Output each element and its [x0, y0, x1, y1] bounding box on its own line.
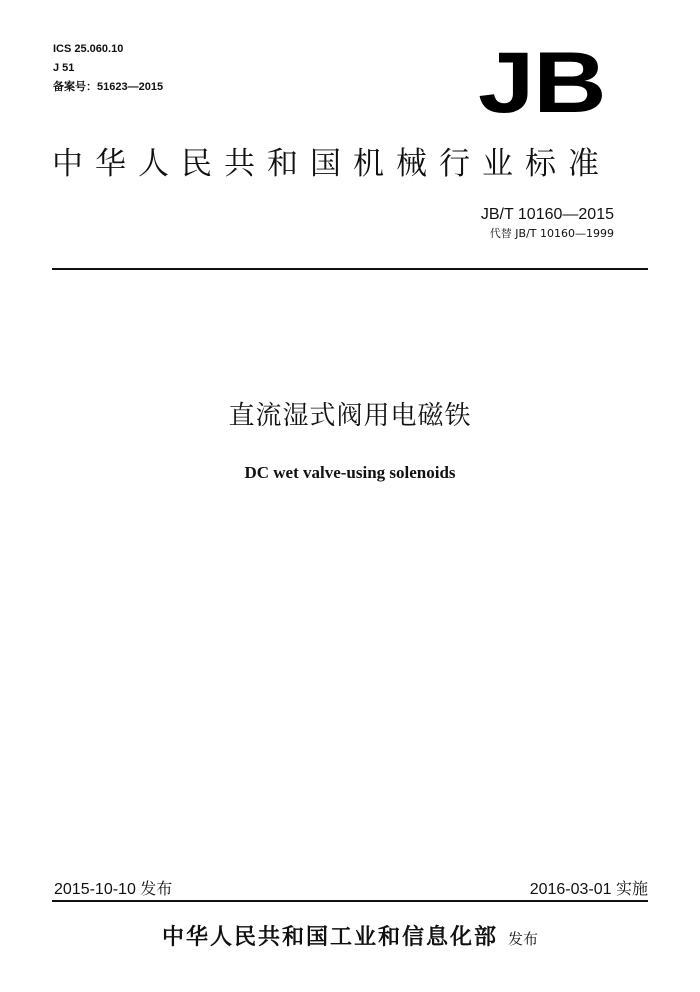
issue-date-block — [54, 878, 172, 901]
publisher-block — [0, 922, 700, 955]
ics-code: ICS 25.060.10 — [53, 43, 124, 55]
filing-number: 备案号：51623—2015 — [53, 81, 164, 93]
jb-logo: JB — [478, 35, 606, 131]
bottom-divider — [52, 900, 648, 902]
document-title-english: DC wet valve-using solenoids — [244, 463, 456, 482]
publisher-name: 中华人民共和国工业和信息化部 — [161, 925, 498, 950]
effective-date: 2016-03-01 — [529, 881, 612, 898]
top-divider — [52, 268, 648, 270]
standard-category-title: 中华人民共和国机械行业标准 — [52, 146, 611, 182]
document-title-chinese: 直流湿式阀用电磁铁 — [228, 401, 472, 431]
classification-block — [53, 40, 163, 97]
replaces-standard: 代替 JB/T 10160—1999 — [489, 227, 614, 240]
issue-date: 2015-10-10 — [54, 881, 136, 898]
issue-label: 发布 — [140, 879, 173, 898]
effective-label: 实施 — [615, 879, 648, 898]
standard-number: JB/T 10160—2015 — [480, 206, 614, 223]
effective-date-block — [530, 878, 648, 901]
publisher-suffix: 发布 — [508, 930, 539, 948]
class-code: J 51 — [53, 62, 75, 74]
